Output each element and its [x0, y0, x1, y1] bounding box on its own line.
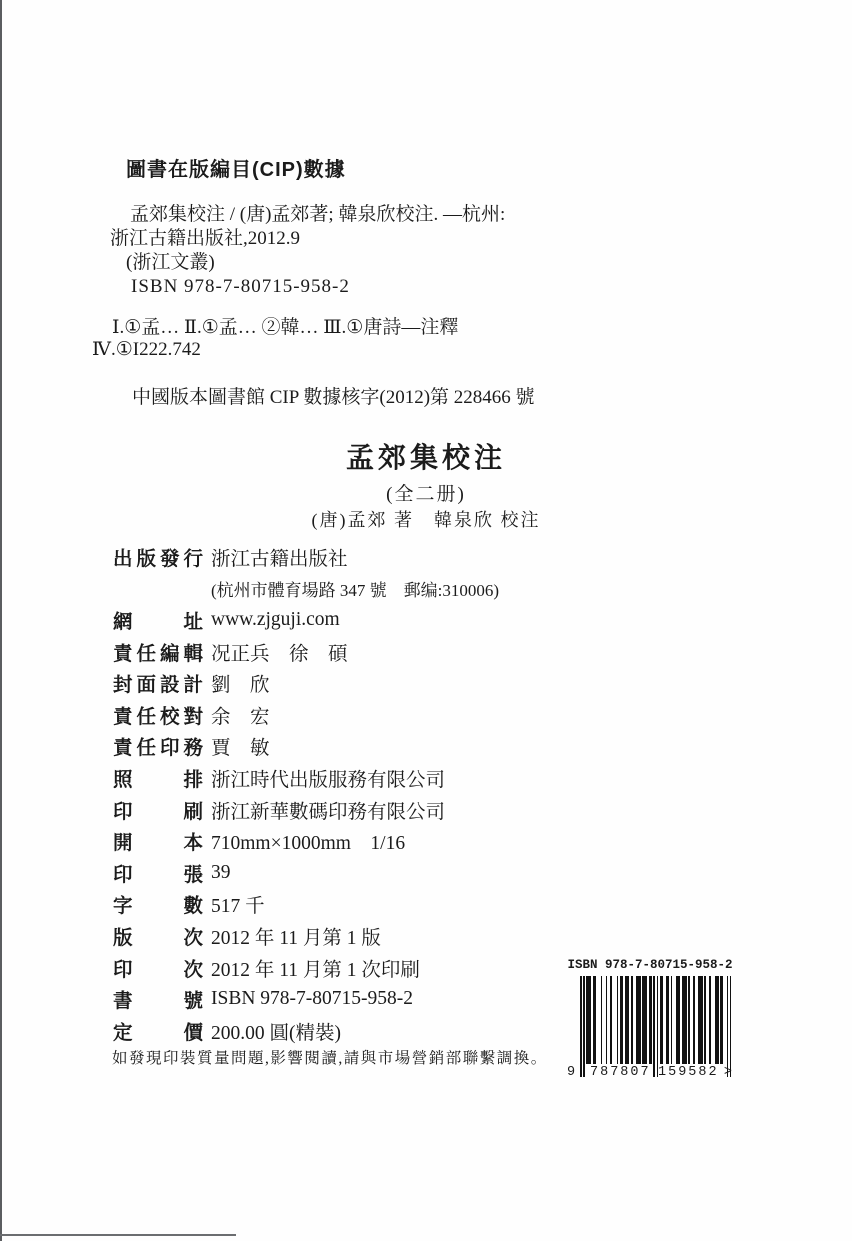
barcode-digit-group2: 159582 [658, 1065, 719, 1080]
barcode-isbn-text: ISBN 978-7-80715-958-2 [567, 958, 733, 972]
row-label: 責 任 校 對 [113, 705, 203, 728]
row-value: www.zjguji.com [211, 608, 340, 630]
row-label: 定 價 [113, 1021, 203, 1044]
book-title: 孟郊集校注 [345, 442, 506, 473]
colophon-row [113, 762, 593, 794]
classification-line: Ⅰ.①孟… Ⅱ.①孟… ②韓… Ⅲ.①唐詩—注釋 [112, 317, 459, 338]
row-label: 出 版 發 行 [113, 547, 203, 570]
row-value: 况正兵 徐 碩 [211, 643, 348, 665]
colophon-row [113, 952, 593, 984]
row-label: 責 任 印 務 [113, 737, 203, 760]
scan-edge-bottom [0, 1234, 236, 1236]
barcode-digits [566, 1064, 734, 1080]
row-label: 字 數 [113, 895, 203, 918]
row-label: 網 址 [113, 610, 203, 633]
row-value: 200.00 圓(精裝) [211, 1022, 341, 1044]
row-value: 2012 年 11 月第 1 次印刷 [211, 959, 420, 981]
colophon-row [113, 983, 593, 1015]
author-line: (唐)孟郊 著 韓泉欣 校注 [311, 510, 541, 530]
colophon-row [113, 889, 593, 921]
colophon-row [113, 541, 593, 573]
colophon-row [113, 699, 593, 731]
colophon-row [113, 604, 593, 636]
row-value: 517 千 [211, 896, 265, 918]
colophon-row [113, 667, 593, 699]
row-value: 余 宏 [211, 706, 270, 728]
row-label: 版 次 [113, 926, 203, 949]
cip-entry-line: ISBN 978-7-80715-958-2 [131, 276, 350, 297]
row-value: (杭州市體育場路 347 號 郵编:310006) [211, 580, 500, 600]
colophon-table [113, 541, 593, 1047]
row-label: 責 任 編 輯 [113, 642, 203, 665]
colophon-row [113, 794, 593, 826]
scan-edge-left [0, 0, 2, 1241]
quality-notice: 如發現印裝質量問題,影響閱讀,請與市場營銷部聯繫調換。 [112, 1050, 548, 1067]
row-value: 浙江古籍出版社 [211, 548, 348, 570]
colophon-row [113, 573, 593, 605]
barcode-digit-group1: 787807 [590, 1065, 651, 1080]
row-value: 劉 欣 [211, 675, 270, 697]
colophon-row [113, 636, 593, 668]
colophon-row [113, 857, 593, 889]
cip-entry-line: 浙江古籍出版社,2012.9 [110, 228, 301, 249]
row-value: 39 [211, 861, 231, 883]
barcode-bars [566, 976, 734, 1064]
row-label: 封 面 設 計 [113, 674, 203, 697]
barcode-digit-first: 9 [567, 1065, 578, 1080]
colophon-row [113, 1015, 593, 1047]
row-label: 印 張 [113, 863, 203, 886]
cip-record-number: 中國版本圖書館 CIP 數據核字(2012)第 228466 號 [132, 387, 535, 408]
isbn-barcode [566, 957, 734, 1080]
row-value: 賈 敏 [211, 738, 270, 760]
row-value: 2012 年 11 月第 1 版 [211, 927, 381, 949]
row-label: 印 次 [113, 958, 203, 981]
row-label: 印 刷 [113, 800, 203, 823]
barcode-bar [730, 976, 732, 1077]
cip-entry-block [110, 203, 630, 299]
classification-line: Ⅳ.①I222.742 [92, 339, 201, 360]
row-value: 浙江新華數碼印務有限公司 [211, 801, 446, 823]
cip-entry-line: 孟郊集校注 / (唐)孟郊著; 韓泉欣校注. —杭州: [130, 204, 506, 225]
row-label: 照 排 [113, 768, 203, 791]
row-label: 書 號 [113, 990, 203, 1013]
colophon-row [113, 731, 593, 763]
row-value: 710mm×1000mm 1/16 [211, 833, 406, 855]
colophon-row [113, 825, 593, 857]
barcode-suffix: > [723, 1065, 734, 1080]
row-value: ISBN 978-7-80715-958-2 [211, 988, 414, 1010]
row-value: 浙江時代出版服務有限公司 [211, 769, 446, 791]
cip-entry-line: (浙江文叢) [126, 252, 215, 273]
cip-classification [92, 317, 458, 361]
colophon-row [113, 920, 593, 952]
cip-header: 圖書在版編目(CIP)數據 [126, 159, 346, 181]
volume-note: (全二册) [386, 484, 466, 505]
row-label: 開 本 [113, 832, 203, 855]
